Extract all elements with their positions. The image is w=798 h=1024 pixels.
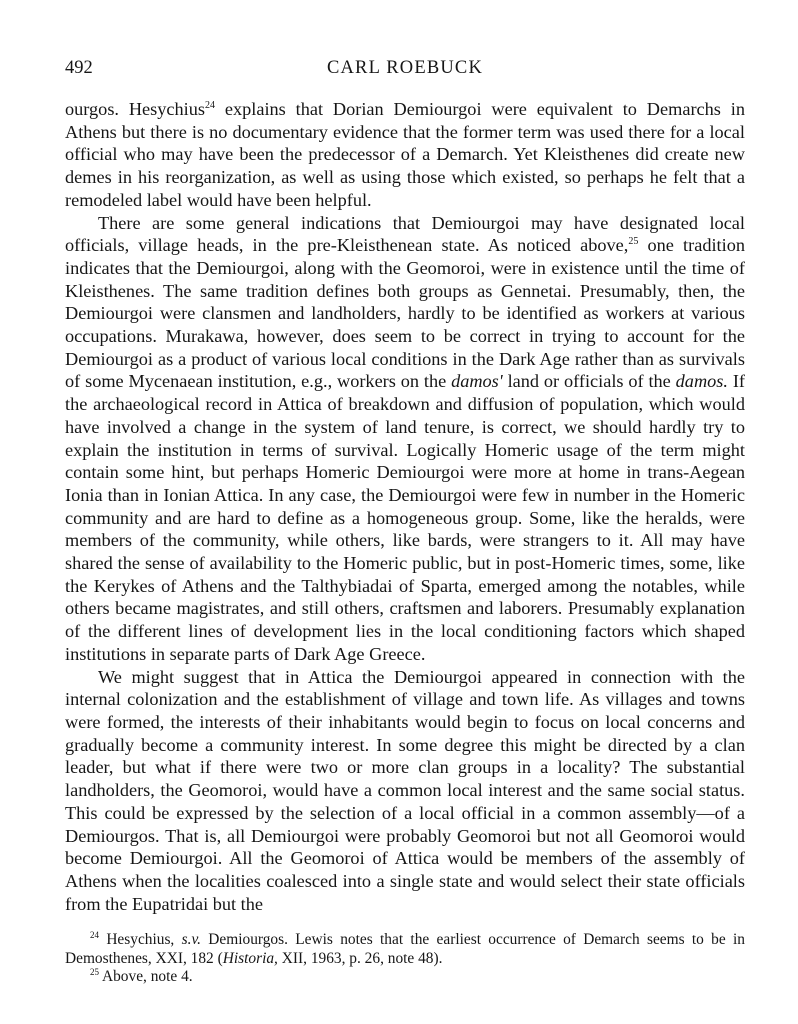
page-number: 492 — [65, 58, 93, 78]
footnote-24-text-c: XII, 1963, p. 26, note 48). — [277, 949, 443, 967]
footnote-24-text-a: Hesychius, — [99, 931, 182, 949]
running-head: CARL ROEBUCK — [326, 58, 484, 78]
page-header — [65, 58, 745, 88]
footnote-24-number: 24 — [90, 930, 99, 941]
footnote-25-number: 25 — [90, 967, 99, 978]
paragraph-1-text-b: explains that Dorian Demiourgoi were equivalent to Demarchs in Athens but there is no documentary evidence that the former term was used there for a local official who may have been the predecessor of a Demarch. Yet Kleisthenes did create new demes in his reorganization, as well as using those which existed, so perhaps he felt that a remodeled label would have been helpful. — [65, 99, 745, 210]
paragraph-2-text-a: There are some general indications that Demiourgoi may have designated local officials, village heads, in the pre-Kleisthenean state. As noticed above, — [65, 212, 745, 256]
paragraph-2-text-b: one tradition indicates that the Demiourgoi, along with the Geomoroi, were in existence until the time of Kleisthenes. The same tradition defines both groups as Gennetai. Presumably, then, the Demiourgoi were clansmen and landholders, hardly to be identified as workers at various occupations. Murakawa, however, does seem to be correct in trying to account for the Demiourgoi as a product of various local conditions in the Dark Age rather than as survivals of some Mycenaean institution, e.g., workers on the — [65, 235, 745, 392]
footnote-ref-25: 25 — [628, 236, 639, 248]
footnote-25-text: Above, note 4. — [99, 968, 193, 986]
paragraph-1-text-a: ourgos. Hesychius — [65, 99, 206, 119]
footnote-25 — [65, 968, 745, 987]
paragraph-1 — [65, 98, 745, 212]
paragraph-2-italic-damos-apostrophe: damos' — [451, 371, 503, 392]
paragraph-2-text-c: land or officials of the — [502, 371, 676, 392]
paragraph-2 — [65, 212, 745, 666]
footnote-24-text-b: Demiourgos. Lewis notes that the earliest occurrence of Demarch seems to be in Demosthenes, XXI, 182 ( — [65, 931, 745, 967]
paragraph-3: We might suggest that in Attica the Demiourgoi appeared in connection with the internal colonization and the establishment of village and town life. As villages and towns were formed, the interests of their inhabitants would begin to focus on local concerns and gradually become a community interest. In some degree this might be directed by a clan leader, but what if there were two or more clan groups in a locality? The substantial landholders, the Geomoroi, would have a common local interest and the same social status. This could be expressed by the selection of a local official in a common assembly—of a Demiourgos. That is, all Demiourgoi were probably Geomoroi but not all Geomoroi would become Demiourgoi. All the Geomoroi of Attica would be members of the assembly of Athens when the localities coalesced into a single state and would select their state officials from the Eupatridai but the — [65, 666, 745, 914]
page — [65, 58, 745, 987]
paragraph-2-text-d: If the archaeological record in Attica of breakdown and diffusion of population, which would have involved a change in the system of land tenure, is correct, we should hardly try to explain the institution in terms of survival. Logically Homeric usage of the term might contain some hint, but perhaps Homeric Demiourgoi were more at home in trans-Aegean Ionia than in Ionian Attica. In any case, the Demiourgoi were few in number in the Homeric community and are hard to define as a homogeneous group. Some, like the heralds, were members of the community, while others, like bards, were strangers to it. All may have shared the sense of availability to the Homeric public, but in post-Homeric times, some, like the Kerykes of Athens and the Talthybiadai of Sparta, emerged among the notables, while others became magistrates, and still others, craftsmen and laborers. Presumably explanation of the different lines of development lies in the local conditioning factors which shaped institutions in separate parts of Dark Age Greece. — [65, 371, 745, 664]
footnote-24-italic-historia: Historia, — [222, 949, 278, 967]
footnote-24-italic-sv: s.v. — [181, 931, 201, 949]
footnote-ref-24: 24 — [205, 100, 216, 111]
body-text — [65, 98, 745, 915]
footnotes — [65, 931, 745, 987]
footnote-24 — [65, 931, 745, 968]
paragraph-2-italic-damos: damos. — [675, 371, 728, 392]
